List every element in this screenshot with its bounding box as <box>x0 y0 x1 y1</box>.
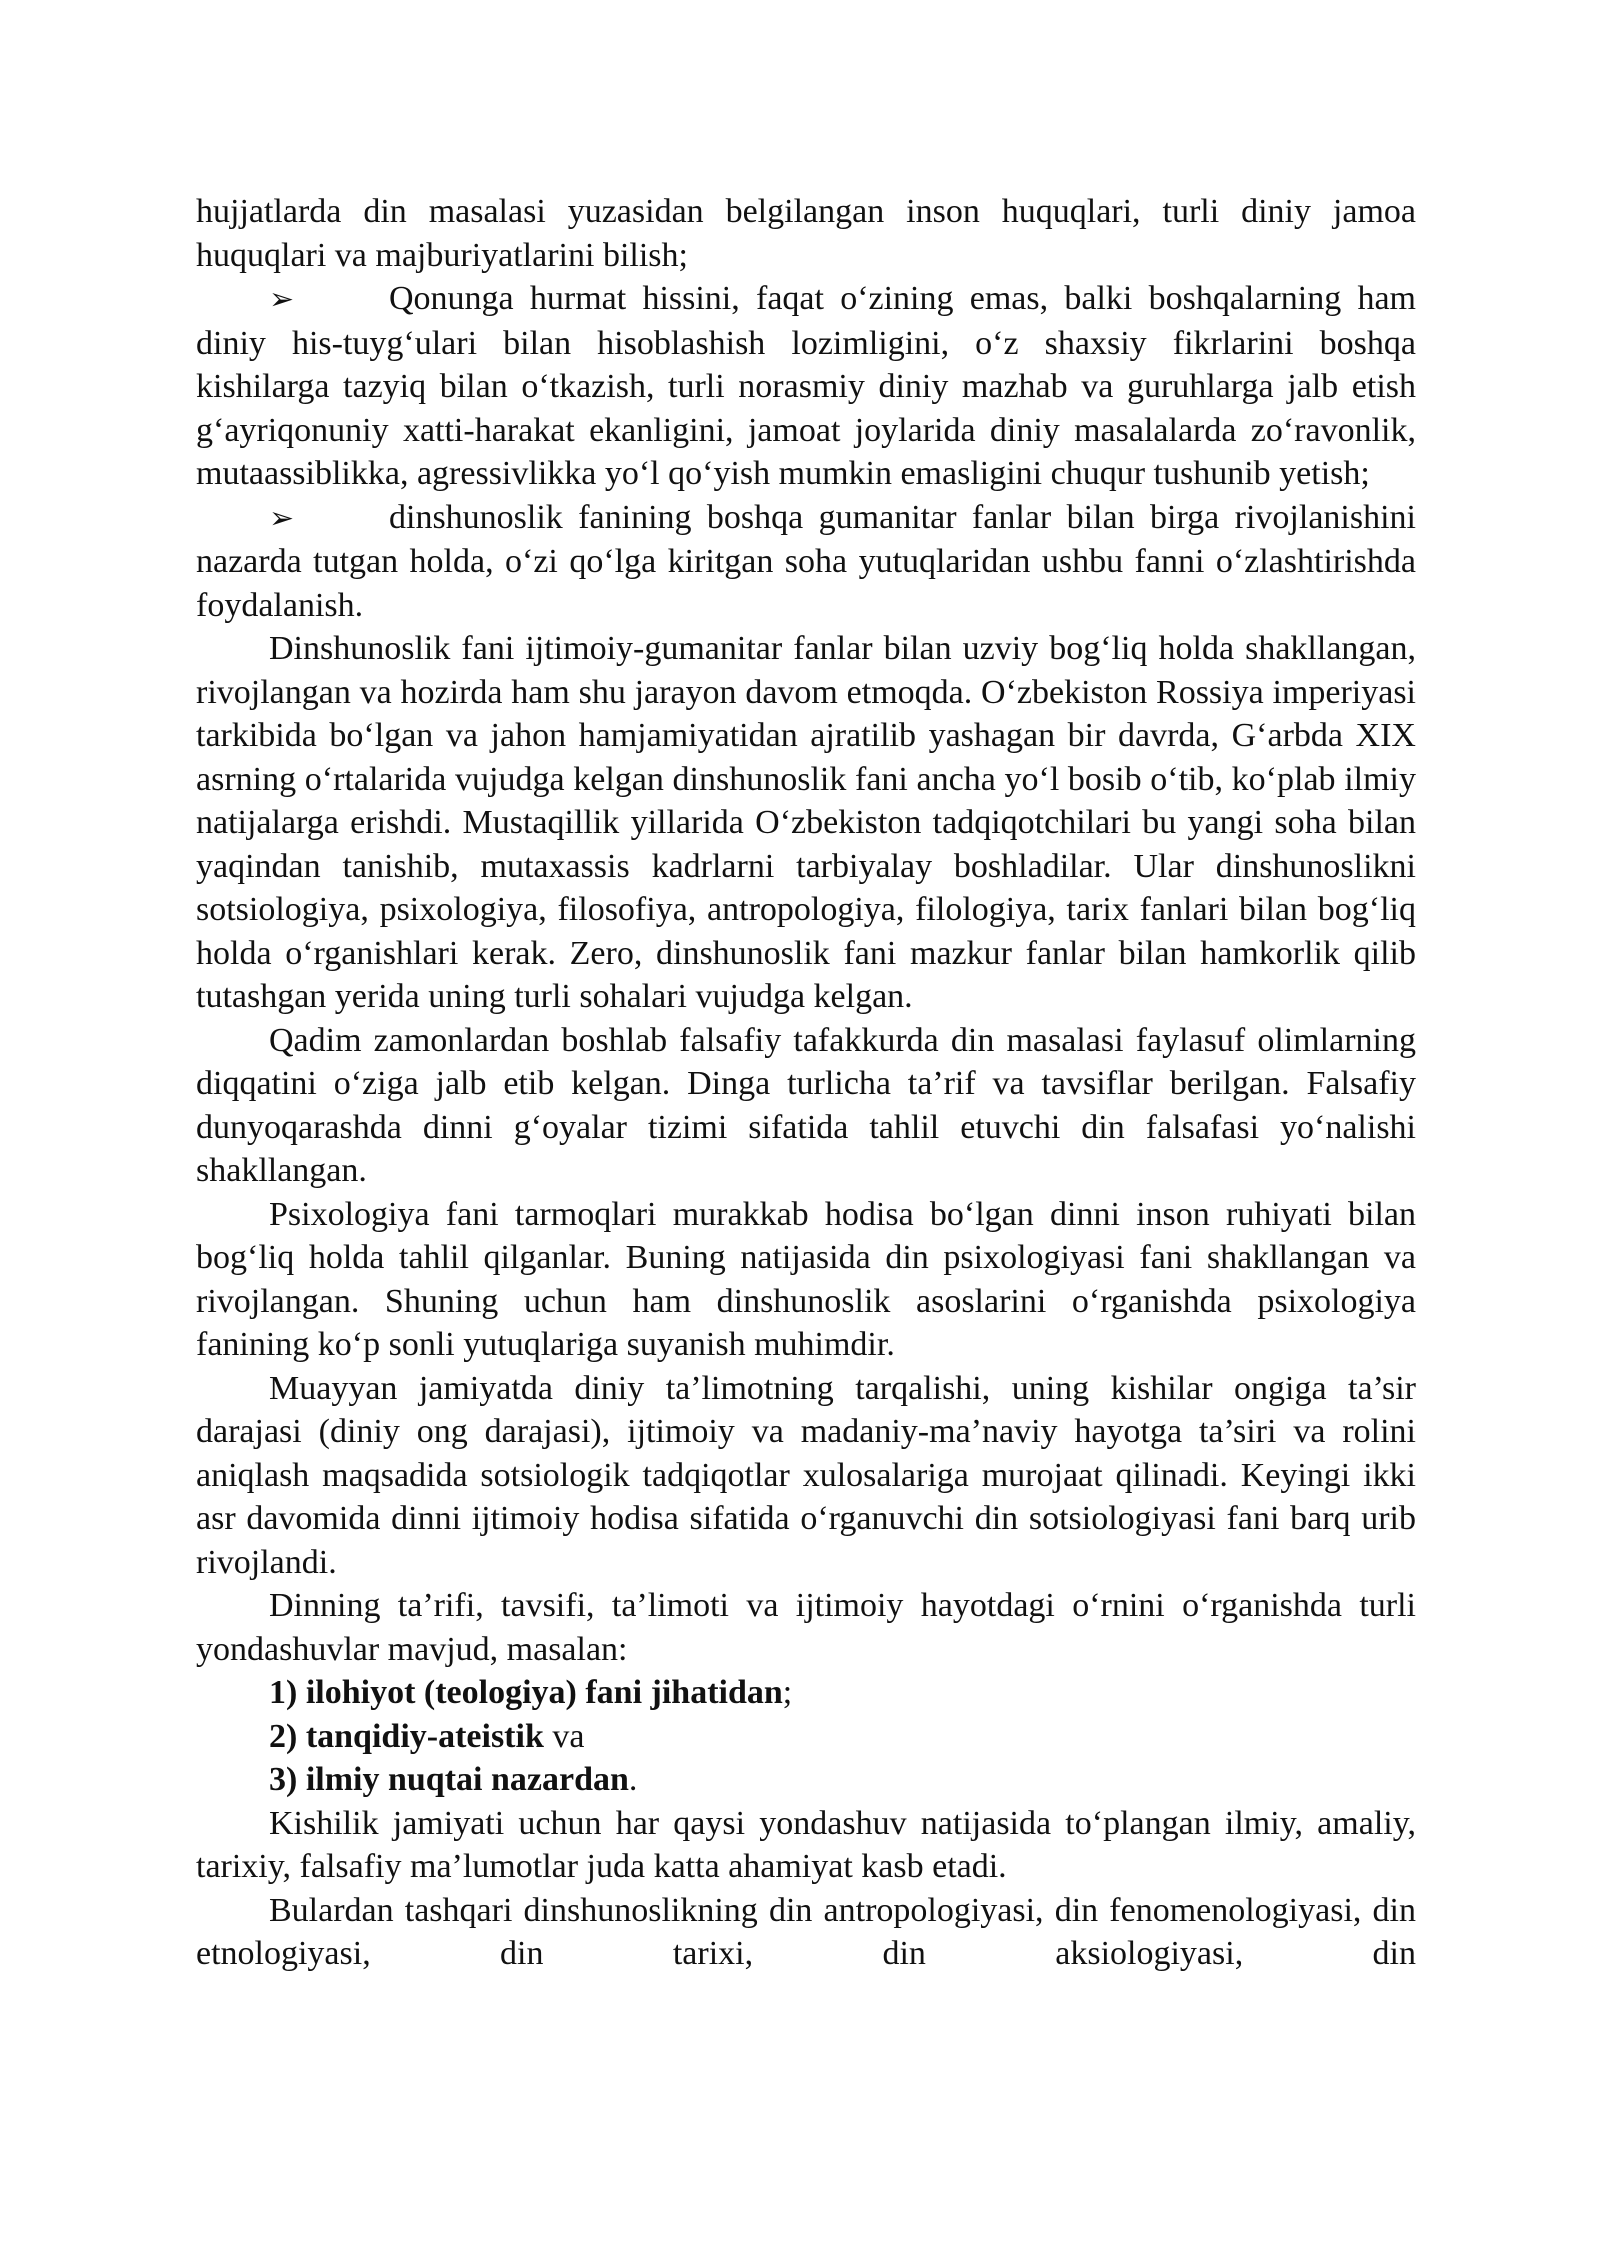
paragraph-psychology: Psixologiya fani tarmoqlari murakkab hodisa bo‘lgan dinni inson ruhiyati bilan bog‘liq holda tahlil qilganlar. Buning natijasida din psixologiyasi fani shakllangan va rivojlangan. Shuning uchun ham dinshunoslik asoslarini o‘rganishda psixologiya fanining ko‘p sonli yutuqlariga suyanish muhimdir. <box>196 1195 1416 1363</box>
bullet-text: Qonunga hurmat hissini, faqat o‘zining emas, balki boshqalarning ham diniy his-tuyg‘ulari bilan hisoblashish lozimligini, o‘z shaxsiy fikrlarini boshqa kishilarga tazyiq bilan o‘tkazish, turli norasmiy diniy mazhab va guruhlarga jalb etish g‘ayriqonuniy xatti-harakat ekanligini, jamoat joylarida diniy masalalarda zo‘ravonlik, mutaassiblikka, agressivlikka yo‘l qo‘yish mumkin emasligini chuqur tushunib yetish; <box>196 280 1416 492</box>
paragraph-philosophy: Qadim zamonlardan boshlab falsafiy tafakkurda din masalasi faylasuf olimlarning diqqatini o‘ziga jalb etib kelgan. Dinga turlicha ta’rif va tavsiflar berilgan. Falsafiy dunyoqarashda dinni g‘oyalar tizimi sifatida tahlil etuvchi din falsafasi yo‘nalishi shakllangan. <box>196 1021 1416 1189</box>
arrowhead-bullet-icon: ➢ <box>269 500 295 536</box>
approach-item-theology <box>196 1671 1416 1715</box>
approach-label: 2) tanqidiy-ateistik <box>269 1717 544 1755</box>
bullet-paragraph-respect-law <box>196 277 1416 496</box>
paragraph-other-branches: Bulardan tashqari dinshunoslikning din antropologiyasi, din fenomenologiyasi, din etnologiyasi, din tarixi, din aksiologiyasi, din <box>196 1891 1416 1972</box>
paragraph-approaches-intro: Dinning ta’rifi, tavsifi, ta’limoti va ijtimoiy hayotdagi o‘rnini o‘rganishda turli yondashuvlar mavjud, masalan: <box>196 1587 1416 1668</box>
paragraph-sociology: Muayyan jamiyatda diniy ta’limotning tarqalishi, uning kishilar ongiga ta’sir darajasi (diniy ong darajasi), ijtimoiy va madaniy-ma’naviy hayotga ta’siri va rolini aniqlash maqsadida sotsiologik tadqiqotlar xulosalariga murojaat qilinadi. Keyingi ikki asr davomida dinni ijtimoiy hodisa sifatida o‘rganuvchi din sotsiologiyasi fani barq urib rivojlandi. <box>196 1369 1416 1581</box>
approach-label: 1) ilohiyot (teologiya) fani jihatidan <box>269 1674 783 1711</box>
paragraph-intro-continuation: hujjatlarda din masalasi yuzasidan belgilangan inson huquqlari, turli diniy jamoa huquqlari va majburiyatlarini bilish; <box>196 193 1416 274</box>
bullet-paragraph-use-achievements <box>196 496 1416 628</box>
approach-item-scientific <box>196 1758 1416 1802</box>
approach-item-critical-atheistic <box>196 1715 1416 1759</box>
arrowhead-bullet-icon: ➢ <box>269 282 295 317</box>
approach-tail: . <box>628 1761 638 1798</box>
bullet-text: dinshunoslik fanining boshqa gumanitar fanlar bilan birga rivojlanishini nazarda tutgan holda, o‘zi qo‘lga kiritgan soha yutuqlaridan ushbu fanni o‘zlashtirishda foydalanish. <box>196 498 1416 624</box>
paragraph-discipline-history: Dinshunoslik fani ijtimoiy-gumanitar fanlar bilan uzviy bog‘liq holda shakllangan, rivojlangan va hozirda ham shu jarayon davom etmoqda. O‘zbekiston Rossiya imperiyasi tarkibida bo‘lgan va jahon hamjamiyatidan ajratilib yashagan bir davrda, G‘arbda XIX asrning o‘rtalarida vujudga kelgan dinshunoslik fani ancha yo‘l bosib o‘tib, ko‘plab ilmiy natijalarga erishdi. Mustaqillik yillarida O‘zbekiston tadqiqotchilari bu yangi soha bilan yaqindan tanishib, mutaxassis kadrlarni tarbiyalay boshladilar. Ular dinshunoslikni sotsiologiya, psixologiya, filosofiya, antropologiya, filologiya, tarix fanlari bilan bog‘liq holda o‘rganishlari kerak. Zero, dinshunoslik fani mazkur fanlar bilan hamkorlik qilib tutashgan yerida uning turli sohalari vujudga kelgan. <box>196 630 1416 1015</box>
approach-label: 3) ilmiy nuqtai nazardan <box>269 1761 629 1798</box>
paragraph-significance: Kishilik jamiyati uchun har qaysi yondashuv natijasida to‘plangan ilmiy, amaliy, tarixiy, falsafiy ma’lumotlar juda katta ahamiyat kasb etadi. <box>196 1804 1416 1885</box>
approach-tail: ; <box>782 1674 793 1711</box>
approach-tail: va <box>543 1717 585 1755</box>
document-page <box>196 190 1416 1976</box>
